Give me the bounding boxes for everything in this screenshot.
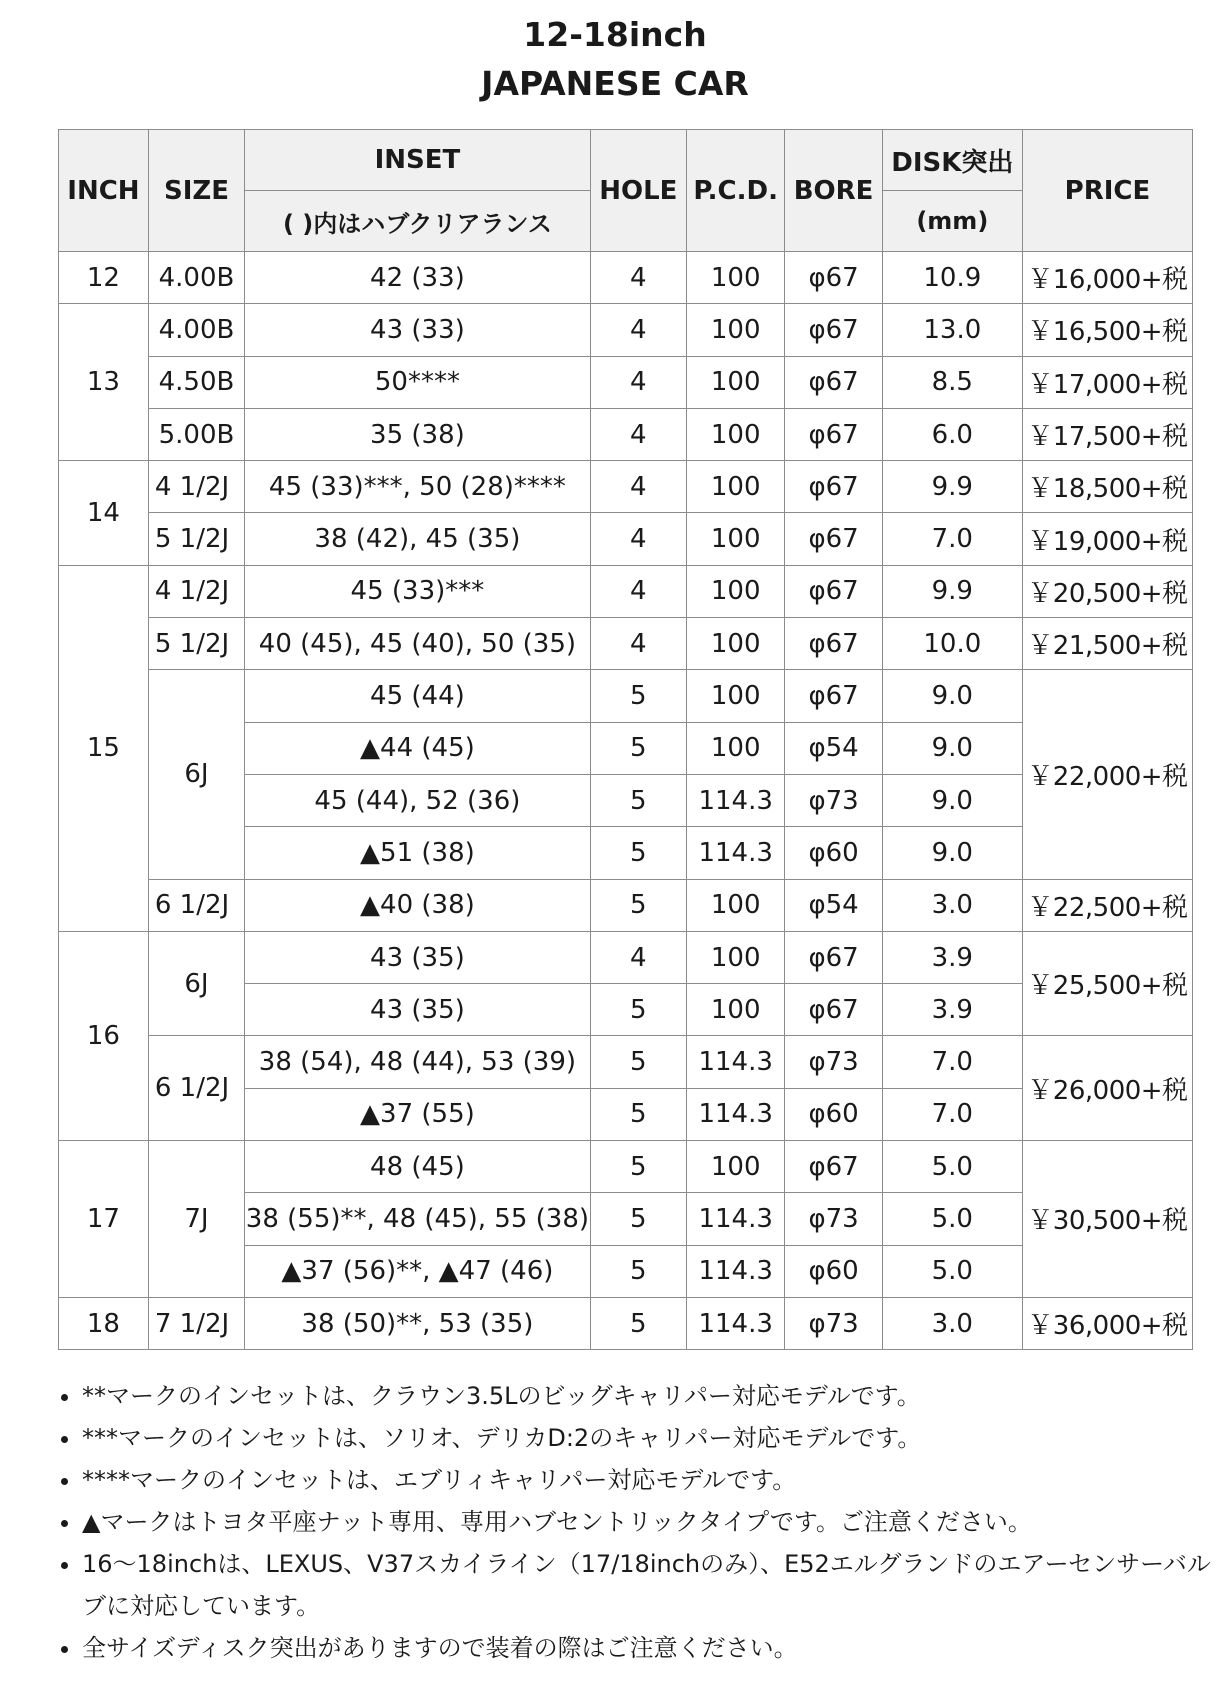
cell-size: 4 1/2J xyxy=(148,565,244,617)
cell-price: ￥22,500+税 xyxy=(1022,879,1192,931)
cell-pcd: 100 xyxy=(686,931,784,983)
table-row xyxy=(59,356,1193,408)
cell-bore: φ73 xyxy=(785,1193,882,1245)
cell-disk: 7.0 xyxy=(882,1036,1022,1088)
table-row xyxy=(59,565,1193,617)
cell-disk: 7.0 xyxy=(882,1088,1022,1140)
cell-pcd: 114.3 xyxy=(686,1036,784,1088)
cell-inset: 38 (42), 45 (35) xyxy=(245,513,591,565)
cell-disk: 8.5 xyxy=(882,356,1022,408)
cell-inset: 45 (44) xyxy=(245,670,591,722)
cell-disk: 7.0 xyxy=(882,513,1022,565)
cell-size: 7J xyxy=(148,1141,244,1298)
cell-size: 5 1/2J xyxy=(148,618,244,670)
cell-inset: 38 (50)**, 53 (35) xyxy=(245,1297,591,1349)
cell-disk: 9.0 xyxy=(882,722,1022,774)
cell-inset: ▲40 (38) xyxy=(245,879,591,931)
cell-hole: 4 xyxy=(590,513,686,565)
table-row xyxy=(59,879,1193,931)
cell-hole: 5 xyxy=(590,1036,686,1088)
cell-disk: 3.0 xyxy=(882,879,1022,931)
header-disk-sub: (mm) xyxy=(882,191,1022,252)
cell-inset: ▲37 (56)**, ▲47 (46) xyxy=(245,1245,591,1297)
cell-disk: 3.0 xyxy=(882,1297,1022,1349)
cell-price: ￥19,000+税 xyxy=(1022,513,1192,565)
header-pcd: P.C.D. xyxy=(686,130,784,252)
cell-size: 6J xyxy=(148,931,244,1036)
note-item: • 全サイズディスク突出がありますので装着の際はご注意ください。 xyxy=(82,1627,1230,1669)
cell-price: ￥20,500+税 xyxy=(1022,565,1192,617)
cell-hole: 5 xyxy=(590,984,686,1036)
cell-inset: 48 (45) xyxy=(245,1141,591,1193)
cell-price: ￥16,500+税 xyxy=(1022,304,1192,356)
table-row xyxy=(59,670,1193,722)
cell-size: 4.50B xyxy=(148,356,244,408)
header-bore: BORE xyxy=(785,130,882,252)
cell-bore: φ67 xyxy=(785,931,882,983)
cell-disk: 9.9 xyxy=(882,461,1022,513)
note-item: • **マークのインセットは、クラウン3.5Lのビッグキャリパー対応モデルです。 xyxy=(82,1375,1230,1417)
cell-size: 5 1/2J xyxy=(148,513,244,565)
note-item: • 16〜18inchは、LEXUS、V37スカイライン（17/18inchのみ）、E52エルグランドのエアーセンサーバルブに対応しています。 xyxy=(82,1543,1230,1627)
cell-hole: 4 xyxy=(590,356,686,408)
cell-price: ￥30,500+税 xyxy=(1022,1141,1192,1298)
table-row xyxy=(59,513,1193,565)
cell-pcd: 114.3 xyxy=(686,1088,784,1140)
cell-size: 4.00B xyxy=(148,304,244,356)
cell-pcd: 114.3 xyxy=(686,1297,784,1349)
cell-inset: 43 (33) xyxy=(245,304,591,356)
cell-hole: 4 xyxy=(590,565,686,617)
cell-pcd: 100 xyxy=(686,252,784,304)
cell-inset: 43 (35) xyxy=(245,984,591,1036)
cell-disk: 9.0 xyxy=(882,670,1022,722)
cell-disk: 9.9 xyxy=(882,565,1022,617)
cell-inch: 14 xyxy=(59,461,149,566)
cell-bore: φ67 xyxy=(785,252,882,304)
cell-hole: 4 xyxy=(590,408,686,460)
cell-inset: 45 (33)*** xyxy=(245,565,591,617)
table-row xyxy=(59,931,1193,983)
cell-size: 6J xyxy=(148,670,244,879)
cell-inch: 17 xyxy=(59,1141,149,1298)
cell-pcd: 100 xyxy=(686,461,784,513)
cell-inset: 35 (38) xyxy=(245,408,591,460)
cell-inch: 13 xyxy=(59,304,149,461)
note-item: • ▲マークはトヨタ平座ナット専用、専用ハブセントリックタイプです。ご注意ください。 xyxy=(82,1501,1230,1543)
cell-disk: 5.0 xyxy=(882,1141,1022,1193)
table-row xyxy=(59,1036,1193,1088)
cell-disk: 3.9 xyxy=(882,931,1022,983)
cell-inch: 12 xyxy=(59,252,149,304)
cell-hole: 5 xyxy=(590,827,686,879)
cell-pcd: 100 xyxy=(686,879,784,931)
cell-price: ￥22,000+税 xyxy=(1022,670,1192,879)
cell-pcd: 100 xyxy=(686,408,784,460)
cell-inset: 38 (55)**, 48 (45), 55 (38) xyxy=(245,1193,591,1245)
cell-pcd: 100 xyxy=(686,304,784,356)
cell-disk: 10.9 xyxy=(882,252,1022,304)
cell-price: ￥26,000+税 xyxy=(1022,1036,1192,1141)
cell-pcd: 100 xyxy=(686,722,784,774)
cell-hole: 5 xyxy=(590,1193,686,1245)
cell-bore: φ67 xyxy=(785,304,882,356)
cell-pcd: 114.3 xyxy=(686,827,784,879)
cell-inset: 50**** xyxy=(245,356,591,408)
cell-pcd: 114.3 xyxy=(686,774,784,826)
cell-bore: φ60 xyxy=(785,827,882,879)
cell-inset: ▲44 (45) xyxy=(245,722,591,774)
cell-inset: 43 (35) xyxy=(245,931,591,983)
cell-bore: φ60 xyxy=(785,1088,882,1140)
header-price: PRICE xyxy=(1022,130,1192,252)
header-hole: HOLE xyxy=(590,130,686,252)
cell-inset: ▲37 (55) xyxy=(245,1088,591,1140)
notes-list xyxy=(52,1375,1230,1669)
cell-bore: φ67 xyxy=(785,565,882,617)
cell-hole: 4 xyxy=(590,461,686,513)
cell-hole: 5 xyxy=(590,670,686,722)
cell-pcd: 100 xyxy=(686,565,784,617)
note-item: • ***マークのインセットは、ソリオ、デリカD:2のキャリパー対応モデルです。 xyxy=(82,1417,1230,1459)
cell-hole: 5 xyxy=(590,1141,686,1193)
cell-disk: 5.0 xyxy=(882,1193,1022,1245)
header-inset-sub: ( )内はハブクリアランス xyxy=(245,191,591,252)
cell-pcd: 114.3 xyxy=(686,1245,784,1297)
cell-bore: φ67 xyxy=(785,618,882,670)
cell-inset: 40 (45), 45 (40), 50 (35) xyxy=(245,618,591,670)
cell-pcd: 100 xyxy=(686,513,784,565)
cell-bore: φ60 xyxy=(785,1245,882,1297)
cell-size: 4 1/2J xyxy=(148,461,244,513)
header-inset: INSET xyxy=(245,130,591,191)
page-subtitle: JAPANESE CAR xyxy=(481,64,749,103)
cell-pcd: 100 xyxy=(686,670,784,722)
cell-price: ￥16,000+税 xyxy=(1022,252,1192,304)
cell-price: ￥36,000+税 xyxy=(1022,1297,1192,1349)
table-row xyxy=(59,461,1193,513)
cell-disk: 9.0 xyxy=(882,774,1022,826)
cell-size: 6 1/2J xyxy=(148,879,244,931)
cell-bore: φ73 xyxy=(785,1297,882,1349)
cell-hole: 5 xyxy=(590,722,686,774)
cell-hole: 5 xyxy=(590,1245,686,1297)
cell-bore: φ67 xyxy=(785,513,882,565)
cell-pcd: 100 xyxy=(686,356,784,408)
table-row xyxy=(59,408,1193,460)
cell-inset: 45 (44), 52 (36) xyxy=(245,774,591,826)
cell-bore: φ54 xyxy=(785,879,882,931)
cell-hole: 4 xyxy=(590,304,686,356)
page-title: 12-18inch xyxy=(523,15,707,54)
cell-hole: 4 xyxy=(590,618,686,670)
cell-price: ￥17,000+税 xyxy=(1022,356,1192,408)
header-size: SIZE xyxy=(148,130,244,252)
cell-size: 6 1/2J xyxy=(148,1036,244,1141)
cell-bore: φ67 xyxy=(785,408,882,460)
cell-disk: 13.0 xyxy=(882,304,1022,356)
cell-hole: 5 xyxy=(590,1088,686,1140)
cell-price: ￥25,500+税 xyxy=(1022,931,1192,1036)
cell-bore: φ67 xyxy=(785,356,882,408)
cell-pcd: 100 xyxy=(686,1141,784,1193)
cell-inch: 16 xyxy=(59,931,149,1140)
cell-bore: φ67 xyxy=(785,670,882,722)
wheel-spec-table xyxy=(58,129,1193,1350)
cell-price: ￥21,500+税 xyxy=(1022,618,1192,670)
cell-hole: 5 xyxy=(590,1297,686,1349)
header-inch: INCH xyxy=(59,130,149,252)
table-row xyxy=(59,1297,1193,1349)
cell-inch: 15 xyxy=(59,565,149,931)
cell-pcd: 100 xyxy=(686,618,784,670)
cell-bore: φ67 xyxy=(785,461,882,513)
header-disk: DISK突出 xyxy=(882,130,1022,191)
cell-price: ￥18,500+税 xyxy=(1022,461,1192,513)
cell-price: ￥17,500+税 xyxy=(1022,408,1192,460)
cell-pcd: 114.3 xyxy=(686,1193,784,1245)
cell-inset: 42 (33) xyxy=(245,252,591,304)
cell-inset: 45 (33)***, 50 (28)**** xyxy=(245,461,591,513)
cell-inset: 38 (54), 48 (44), 53 (39) xyxy=(245,1036,591,1088)
cell-hole: 5 xyxy=(590,879,686,931)
cell-disk: 5.0 xyxy=(882,1245,1022,1297)
cell-disk: 6.0 xyxy=(882,408,1022,460)
cell-size: 4.00B xyxy=(148,252,244,304)
cell-inch: 18 xyxy=(59,1297,149,1349)
cell-hole: 4 xyxy=(590,931,686,983)
cell-disk: 10.0 xyxy=(882,618,1022,670)
cell-size: 5.00B xyxy=(148,408,244,460)
cell-hole: 4 xyxy=(590,252,686,304)
cell-hole: 5 xyxy=(590,774,686,826)
cell-bore: φ73 xyxy=(785,774,882,826)
cell-size: 7 1/2J xyxy=(148,1297,244,1349)
table-row xyxy=(59,618,1193,670)
cell-bore: φ73 xyxy=(785,1036,882,1088)
table-row xyxy=(59,252,1193,304)
table-row xyxy=(59,304,1193,356)
cell-bore: φ67 xyxy=(785,984,882,1036)
note-item: • ****マークのインセットは、エブリィキャリパー対応モデルです。 xyxy=(82,1459,1230,1501)
table-row xyxy=(59,1141,1193,1193)
cell-disk: 9.0 xyxy=(882,827,1022,879)
cell-inset: ▲51 (38) xyxy=(245,827,591,879)
cell-bore: φ67 xyxy=(785,1141,882,1193)
cell-bore: φ54 xyxy=(785,722,882,774)
cell-pcd: 100 xyxy=(686,984,784,1036)
cell-disk: 3.9 xyxy=(882,984,1022,1036)
